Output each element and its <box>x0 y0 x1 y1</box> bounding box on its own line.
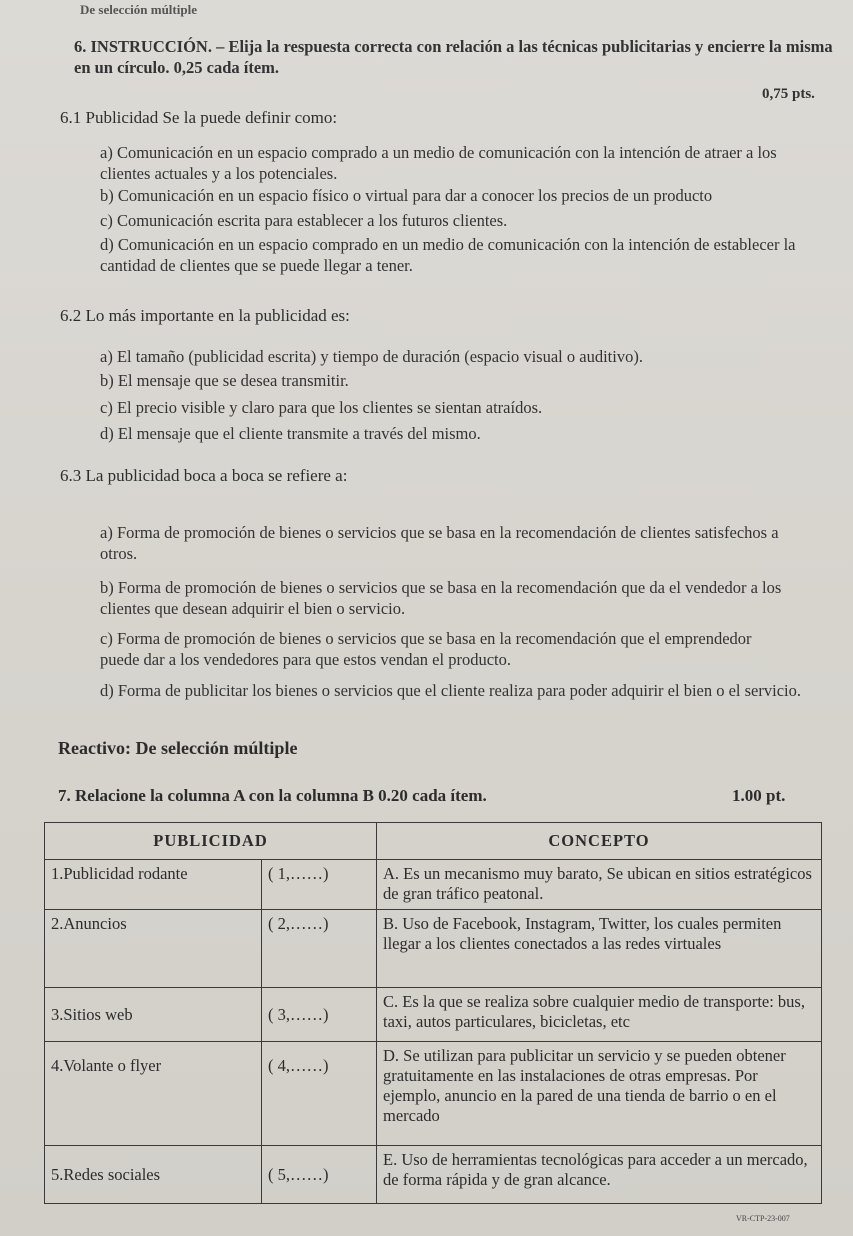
question-6-2-option-c: c) El precio visible y claro para que los clientes se sientan atraídos. <box>100 398 543 417</box>
table-row <box>45 910 822 988</box>
row-4-item: 4.Volante o flyer <box>45 1042 262 1146</box>
row-3-blank[interactable]: ( 3,……) <box>262 988 377 1042</box>
question-6-3-option-a: a) Forma de promoción de bienes o servicios que se basa en la recomendación de clientes satisfechos a otros. <box>100 523 779 563</box>
row-1-item: 1.Publicidad rodante <box>45 860 262 910</box>
row-5-blank[interactable]: ( 5,……) <box>262 1146 377 1204</box>
relation-table <box>44 822 822 1204</box>
row-3-concept: C. Es la que se realiza sobre cualquier medio de transporte: bus, taxi, autos particulares, bicicletas, etc <box>377 988 822 1042</box>
question-6-1-option-a: a) Comunicación en un espacio comprado a un medio de comunicación con la intención de atraer a los clientes actuales y a los potenciales. <box>100 143 777 183</box>
question-6-1-option-c: c) Comunicación escrita para establecer a los futuros clientes. <box>100 211 508 230</box>
question-6-2-option-a: a) El tamaño (publicidad escrita) y tiempo de duración (espacio visual o auditivo). <box>100 347 643 366</box>
table-row <box>45 1146 822 1204</box>
reactivo-heading: Reactivo: De selección múltiple <box>58 738 298 758</box>
cut-header: De selección múltiple <box>80 2 197 17</box>
row-4-concept: D. Se utilizan para publicitar un servicio y se pueden obtener gratuitamente en las instalaciones de otras empresas. Por ejemplo, anuncio en la pared de una tienda de barrio o en el mercado <box>377 1042 822 1146</box>
question-6-1-option-d: d) Comunicación en un espacio comprado en un medio de comunicación con la intención de establecer la cantidad de clientes que se puede llegar a tener. <box>100 235 796 275</box>
question-6-2-title: 6.2 Lo más importante en la publicidad es: <box>60 306 350 325</box>
instruction-points: 0,75 pts. <box>762 86 815 102</box>
table-header-row <box>45 823 822 860</box>
table-row <box>45 988 822 1042</box>
row-2-blank[interactable]: ( 2,……) <box>262 910 377 988</box>
row-4-blank[interactable]: ( 4,……) <box>262 1042 377 1146</box>
instruction-text: 6. INSTRUCCIÓN. – Elija la respuesta correcta con relación a las técnicas publicitarias y encierre la misma en un círculo. 0,25 cada ítem. <box>74 37 833 77</box>
question-6-3-option-b: b) Forma de promoción de bienes o servicios que se basa en la recomendación que da el vendedor a los clientes que desean adquirir el bien o servicio. <box>100 578 782 618</box>
footer-code: VR-CTP-23-007 <box>736 1214 790 1223</box>
row-2-item: 2.Anuncios <box>45 910 262 988</box>
row-5-concept: E. Uso de herramientas tecnológicas para acceder a un mercado, de forma rápida y de gran alcance. <box>377 1146 822 1204</box>
question-6-3-option-d: d) Forma de publicitar los bienes o servicios que el cliente realiza para poder adquirir el bien o el servicio. <box>100 681 801 700</box>
row-5-item: 5.Redes sociales <box>45 1146 262 1204</box>
row-1-blank[interactable]: ( 1,……) <box>262 860 377 910</box>
question-6-1-title: 6.1 Publicidad Se la puede definir como: <box>60 108 338 127</box>
header-publicidad: PUBLICIDAD <box>45 823 377 860</box>
row-1-concept: A. Es un mecanismo muy barato, Se ubican en sitios estratégicos de gran tráfico peatonal. <box>377 860 822 910</box>
question-6-2-option-d: d) El mensaje que el cliente transmite a través del mismo. <box>100 424 481 443</box>
table-row <box>45 1042 822 1146</box>
row-2-concept: B. Uso de Facebook, Instagram, Twitter, los cuales permiten llegar a los clientes conectados a las redes virtuales <box>377 910 822 988</box>
question-6-1-option-b: b) Comunicación en un espacio físico o virtual para dar a conocer los precios de un producto <box>100 186 713 205</box>
table-row <box>45 860 822 910</box>
question-7-title: 7. Relacione la columna A con la columna B 0.20 cada ítem. <box>58 786 487 805</box>
header-concepto: CONCEPTO <box>377 823 822 860</box>
question-6-3-option-c: c) Forma de promoción de bienes o servicios que se basa en la recomendación que el emprendedor puede dar a los vendedores para que estos vendan el producto. <box>100 629 752 669</box>
row-3-item: 3.Sitios web <box>45 988 262 1042</box>
question-7-points: 1.00 pt. <box>732 786 786 805</box>
question-6-3-title: 6.3 La publicidad boca a boca se refiere a: <box>60 466 348 485</box>
question-6-2-option-b: b) El mensaje que se desea transmitir. <box>100 371 349 390</box>
